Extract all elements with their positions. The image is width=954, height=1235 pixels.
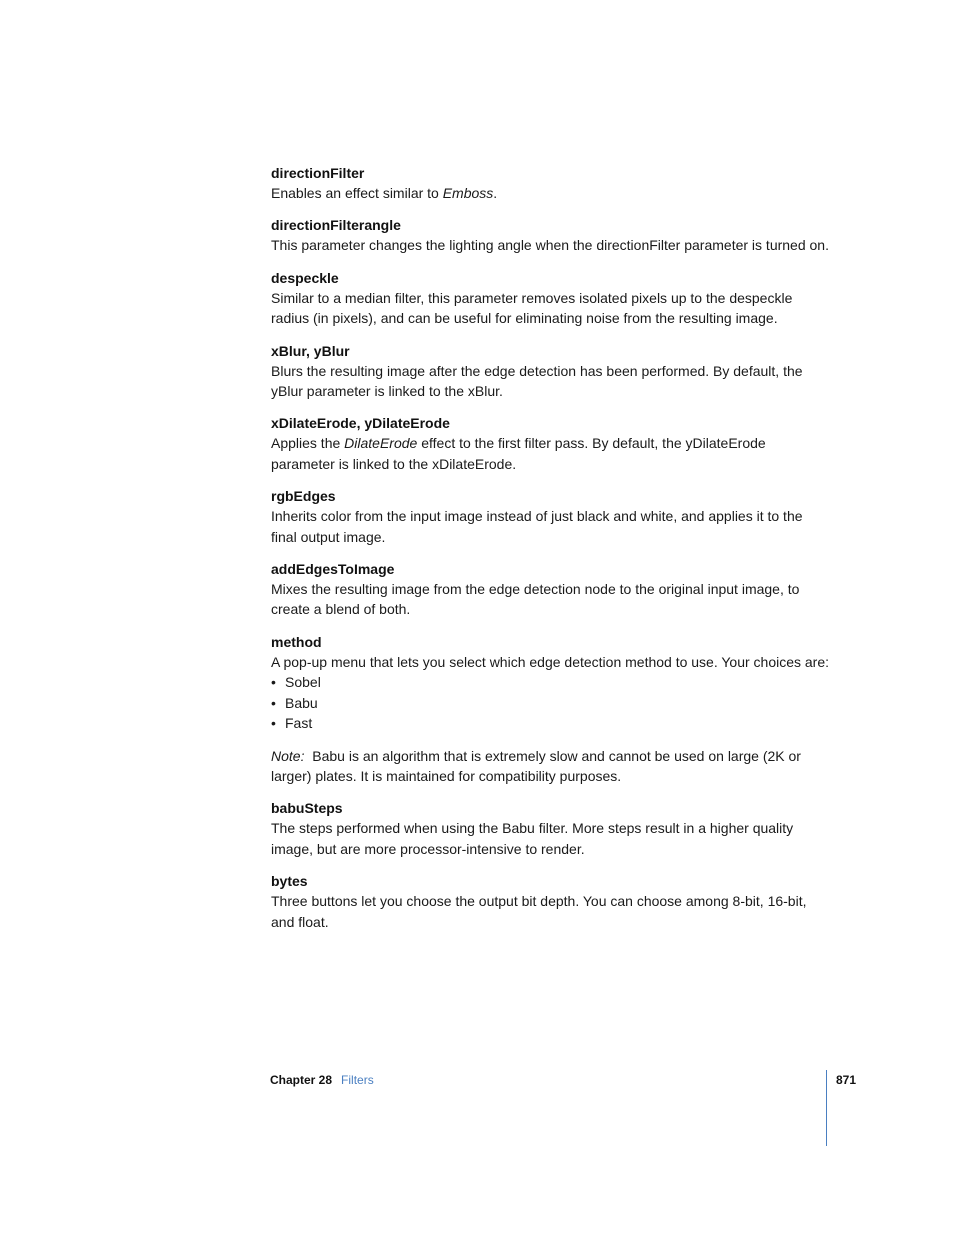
page-number: 871 [836, 1073, 857, 1087]
desc-text: effect to the first filter pass. By default, the yDilateErode parameter is linked to the xDilateErode. [271, 435, 766, 472]
term-description: Inherits color from the input image instead of just black and white, and applies it to the final output image. [271, 508, 803, 545]
bullet-icon: • [271, 715, 276, 732]
document-body [271, 163, 831, 944]
term-heading: addEdgesToImage [271, 561, 395, 578]
list-item-label: Sobel [285, 674, 321, 691]
list-item-label: Babu [285, 694, 318, 711]
desc-text: Enables an effect similar to [271, 185, 443, 201]
term-heading: directionFilterangle [271, 217, 401, 234]
term-heading: xDilateErode, yDilateErode [271, 415, 450, 432]
page-footer [270, 1072, 374, 1088]
term-heading: directionFilter [271, 165, 365, 181]
entry-bytes [271, 871, 831, 932]
entry-addedgestoimage [271, 559, 831, 620]
footer-divider [826, 1070, 827, 1146]
term-heading: xBlur, yBlur [271, 342, 350, 359]
term-description: Similar to a median filter, this parameter removes isolated pixels up to the despeckle radius (in pixels), and can be useful for eliminating noise from the resulting image. [271, 289, 793, 327]
entry-xblur-yblur [271, 341, 831, 402]
bullet-icon: • [271, 694, 276, 711]
note-label: Note: [271, 747, 305, 764]
bullet-icon: • [271, 674, 276, 691]
term-description: Three buttons let you choose the output bit depth. You can choose among 8-bit, 16-bit, and float. [271, 893, 807, 930]
list-item-label: Fast [285, 715, 313, 732]
section-link[interactable]: Filters [341, 1073, 374, 1087]
list-item [271, 693, 831, 713]
entry-method [271, 632, 831, 786]
method-choices-list [271, 672, 831, 733]
term-heading: despeckle [271, 269, 339, 286]
term-heading: bytes [271, 873, 308, 890]
entry-directionfilter [271, 163, 831, 203]
entry-despeckle [271, 268, 831, 329]
term-description: The steps performed when using the Babu filter. More steps result in a higher quality image, but are more processor-intensive to render. [271, 820, 794, 857]
desc-emphasis: DilateErode [344, 435, 418, 452]
term-heading: babuSteps [271, 800, 343, 817]
entry-xdilateerode [271, 413, 831, 474]
desc-text: . [493, 185, 498, 201]
term-heading: method [271, 633, 322, 650]
term-description: Mixes the resulting image from the edge detection node to the original input image, to create a blend of both. [271, 581, 800, 618]
term-description: This parameter changes the lighting angle when the directionFilter parameter is turned on. [271, 237, 829, 254]
entry-rgbedges [271, 486, 831, 547]
note-text: Babu is an algorithm that is extremely slow and cannot be used on large (2K or larger) plates. It is maintained for compatibility purposes. [271, 747, 801, 784]
desc-text: Applies the [271, 435, 345, 452]
term-description [271, 183, 831, 203]
term-description: Blurs the resulting image after the edge detection has been performed. By default, the yBlur parameter is linked to the xBlur. [271, 362, 803, 400]
entry-babusteps [271, 798, 831, 859]
entry-directionfilterangle [271, 215, 831, 255]
note-paragraph [271, 746, 831, 787]
list-item [271, 672, 831, 692]
list-item [271, 713, 831, 733]
chapter-label: Chapter 28 [270, 1073, 333, 1087]
term-description [271, 433, 831, 474]
desc-emphasis: Emboss [442, 185, 494, 201]
term-description: A pop-up menu that lets you select which edge detection method to use. Your choices are: [271, 653, 830, 670]
term-heading: rgbEdges [271, 488, 336, 505]
